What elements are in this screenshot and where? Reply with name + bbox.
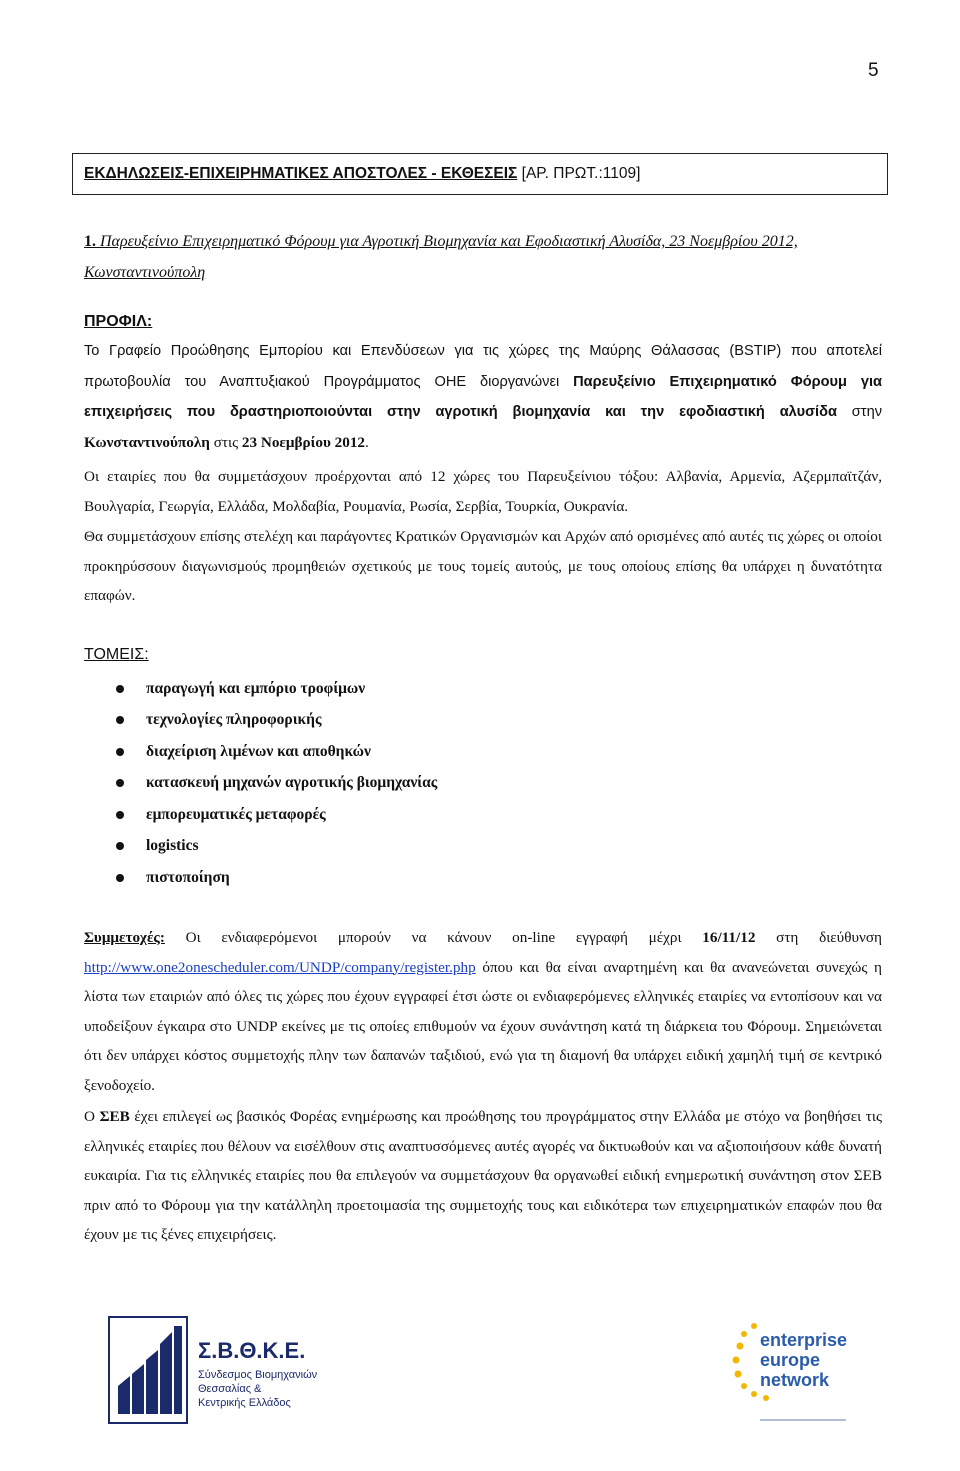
p1-forum-name: Παρευξείνιο Επιχειρηματικό Φόρουμ για επιχειρήσεις που δραστηριοποιούνται στην αγροτική βιομηχανία και την εφοδιαστική αλυσίδα: [84, 373, 882, 420]
profile-paragraph-3: Θα συμμετάσχουν επίσης στελέχη και παράγοντες Κρατικών Οργανισμών και Αρχών από ορισμένες από αυτές τις χώρες οι οποίοι προκηρύσσουν διαγωνισμούς προμηθειών σχετικούς με τους τομείς αυτούς, με τους οποίους επίσης θα υπάρχει η δυνατότητα επαφών.: [84, 528, 882, 604]
sector-text: παραγωγή και εμπόριο τροφίμων: [146, 679, 366, 697]
p1-intro: Το Γραφείο Προώθησης Εμπορίου και Επενδύσεων για τις χώρες της Μαύρης Θάλασσας (BSTIP) που αποτελεί πρωτοβουλία του Αναπτυξιακού Προγράμματος ΟΗΕ διοργανώνει: [84, 343, 882, 390]
bullet-icon: [116, 685, 124, 693]
bullet-icon: [116, 779, 124, 787]
event-title: [84, 226, 884, 288]
logo-word-1: enterprise: [760, 1330, 848, 1350]
p1-text-2: στις: [209, 433, 242, 451]
p1-city: Κωνσταντινούπολη: [84, 433, 210, 451]
sector-text: πιστοποίηση: [146, 868, 230, 886]
list-item: [84, 862, 437, 894]
section-heading: [72, 153, 888, 195]
participation-text-2: στη διεύθυνση: [755, 929, 882, 946]
logo-subtitle-2: Θεσσαλίας &: [198, 1383, 262, 1395]
sectors-label: ΤΟΜΕΙΣ:: [84, 646, 149, 663]
p1-date: 23 Νοεμβρίου 2012: [241, 433, 366, 451]
bullet-icon: [116, 842, 124, 850]
logo-subtitle-1: Σύνδεσμος Βιομηχανιών: [198, 1369, 318, 1381]
page-number: 5: [868, 60, 879, 81]
p1-end: .: [365, 433, 369, 451]
registration-link[interactable]: http://www.one2onescheduler.com/UNDP/company/register.php: [84, 958, 476, 976]
heading-title: ΕΚΔΗΛΩΣΕΙΣ-ΕΠΙΧΕΙΡΗΜΑΤΙΚΕΣ ΑΠΟΣΤΟΛΕΣ - ΕΚΘΕΣΕΙΣ: [84, 165, 518, 182]
logo-subtitle-3: Κεντρικής Ελλάδος: [198, 1397, 291, 1409]
profile-label: ΠΡΟΦΙΛ:: [84, 313, 153, 330]
sector-text: τεχνολογίες πληροφορικής: [146, 711, 322, 729]
registration-deadline: 16/11/12: [702, 929, 756, 946]
sev-text-2: έχει επιλεγεί ως βασικός Φορέας ενημέρωσης και προώθησης του προγράμματος στην Ελλάδα με στόχο να βοηθήσει τις ελληνικές εταιρίες που θέλουν να εισέλθουν στις αναπτυσσόμενες αυτές αγορές να δικτυωθούν και να αξιοποιήσουν κάθε δυνατή ευκαιρία. Για τις ελληνικές εταιρίες που θα επιλεγούν να συμμετάσχουν θα οργανωθεί ειδική ενημερωτική συνάντηση στον ΣΕΒ πριν από το Φόρουμ για την κατάλληλη προετοιμασία της συμμετοχής τους και ειδικότερα των επιχειρηματικών επαφών που θα έχουν με τις ξένες επιχειρήσεις.: [84, 1108, 883, 1243]
profile-paragraph-2: Οι εταιρίες που θα συμμετάσχουν προέρχονται από 12 χώρες του Παρευξείνιου τόξου: Αλβανία, Αρμενία, Αζερμπαϊτζάν, Βουλγαρία, Γεωργία, Ελλάδα, Μολδαβία, Ρουμανία, Ρωσία, Σερβία, Τουρκία, Ουκρανία.: [84, 468, 882, 515]
p1-text: στην: [836, 404, 882, 420]
profile-paragraph-1: [84, 336, 882, 457]
participation-text-1: Οι ενδιαφερόμενοι μπορούν να κάνουν on-line εγγραφή μέχρι: [164, 929, 703, 946]
sbthke-logo: [108, 1316, 328, 1426]
participation-label: Συμμετοχές:: [84, 929, 165, 946]
sector-list: [84, 673, 437, 894]
participation-paragraph: [84, 923, 882, 1100]
bullet-icon: [116, 874, 124, 882]
participation-text-3: όπου και θα είναι αναρτημένη και θα ανανεώνεται συνεχώς η λίστα των εταιριών από όλες τις χώρες που έχουν εγγραφεί έτσι ώστε οι ενδιαφερόμενες ελληνικές εταιρίες να εντοπίσουν και να υποδείξουν έγκαιρα στο UNDP εκείνες με τις οποίες επιθυμούν να έχουν συνάντηση κατά τη διάρκεια του Φόρουμ. Σημειώνεται ότι δεν υπάρχει κόστος συμμετοχής πλην των δαπανών ταξιδιού, ενώ για τη διαμονή θα υπάρχει ειδική χαμηλή τιμή σε κεντρικό ξενοδοχείο.: [84, 958, 882, 1094]
event-number: 1.: [84, 233, 96, 250]
logo-word-2: europe: [760, 1350, 821, 1370]
heading-ref: [ΑΡ. ΠΡΩΤ.:1109]: [517, 165, 641, 182]
list-item: [84, 831, 437, 863]
list-item: [84, 736, 437, 768]
sector-text: logistics: [146, 837, 199, 855]
list-item: [84, 705, 437, 737]
bullet-icon: [116, 811, 124, 819]
list-item: [84, 799, 437, 831]
sev-paragraph: [84, 1102, 882, 1250]
sev-text-1: Ο: [84, 1108, 100, 1125]
event-title-text: Παρευξείνιο Επιχειρηματικό Φόρουμ για Αγροτική Βιομηχανία και Εφοδιαστική Αλυσίδα, 23 Νοεμβρίου 2012, Κωνσταντινούπολη: [84, 233, 798, 281]
sector-text: εμπορευματικές μεταφορές: [146, 805, 326, 823]
bullet-icon: [116, 748, 124, 756]
sector-text: κατασκευή μηχανών αγροτικής βιομηχανίας: [146, 774, 438, 792]
list-item: [84, 673, 437, 705]
logo-title: Σ.Β.Θ.Κ.Ε.: [198, 1338, 306, 1363]
enterprise-europe-network-logo: [726, 1316, 866, 1432]
sev-name: ΣΕΒ: [99, 1108, 130, 1125]
sector-text: διαχείριση λιμένων και αποθηκών: [146, 742, 371, 760]
list-item: [84, 768, 437, 800]
logo-word-3: network: [760, 1370, 830, 1390]
bullet-icon: [116, 716, 124, 724]
